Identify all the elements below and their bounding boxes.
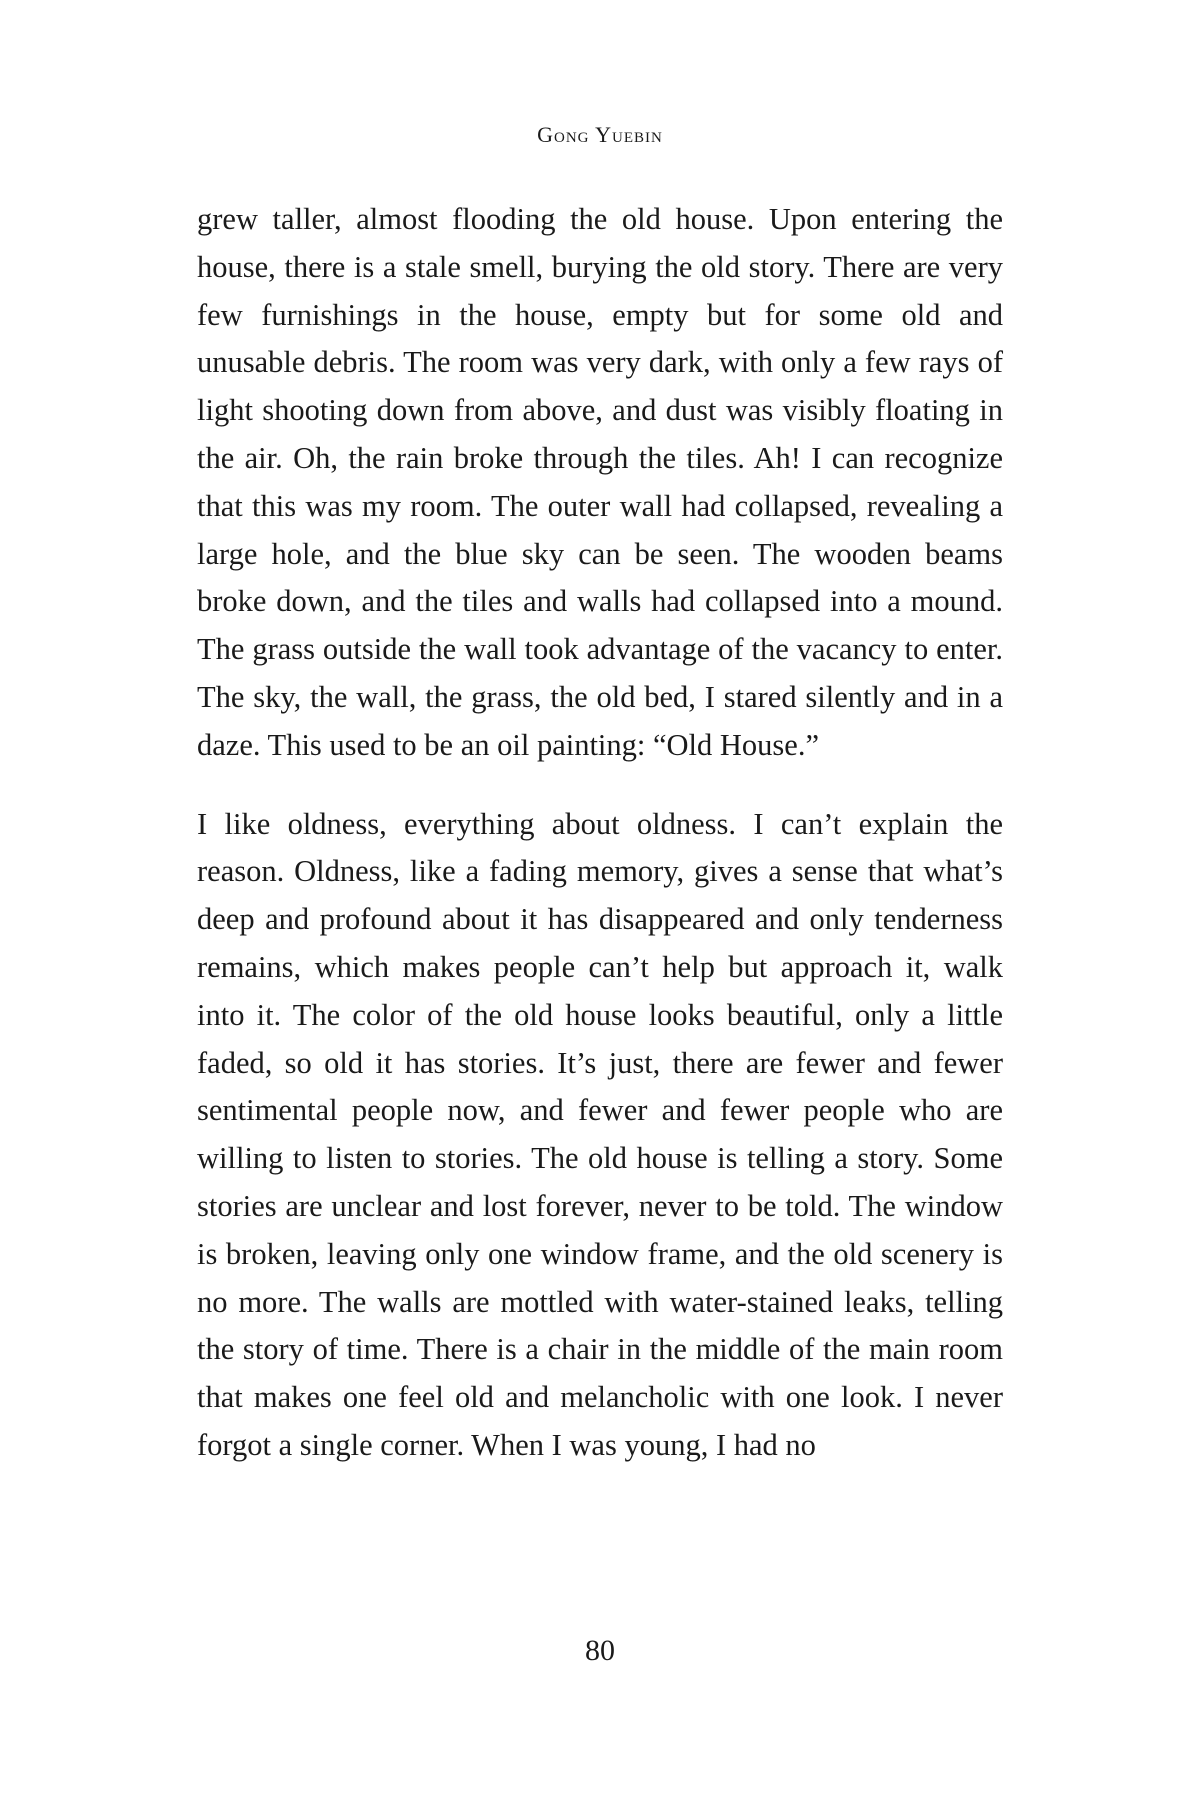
running-head: Gong Yuebin bbox=[537, 122, 663, 147]
paragraph-1: grew taller, almost flooding the old house. Upon entering the house, there is a stale smell, burying the old story. There are very few furnishings in the house, empty but for some old and unusable debris. The room was very dark, with only a few rays of light shooting down from above, and dust was visibly floating in the air. Oh, the rain broke through the tiles. Ah! I can recognize that this was my room. The outer wall had collapsed, revealing a large hole, and the blue sky can be seen. The wooden beams broke down, and the tiles and walls had collapsed into a mound. The grass outside the wall took advantage of the vacancy to enter. The sky, the wall, the grass, the old bed, I stared silently and in a daze. This used to be an oil painting: “Old House.” bbox=[197, 202, 1003, 762]
page-number: 80 bbox=[585, 1634, 615, 1667]
paragraph-2: I like oldness, everything about oldness. I can’t explain the reason. Oldness, like a fading memory, gives a sense that what’s deep and profound about it has disappeared and only tenderness remains, which makes people can’t help but approach it, walk into it. The color of the old house looks beautiful, only a little faded, so old it has stories. It’s just, there are fewer and fewer sentimental people now, and fewer and fewer people who are willing to listen to stories. The old house is telling a story. Some stories are unclear and lost forever, never to be told. The window is broken, leaving only one window frame, and the old scenery is no more. The walls are mottled with water-stained leaks, telling the story of time. There is a chair in the middle of the main room that makes one feel old and melancholic with one look. I never forgot a single corner. When I was young, I had no bbox=[197, 806, 1003, 1462]
body-text bbox=[197, 196, 1003, 1470]
